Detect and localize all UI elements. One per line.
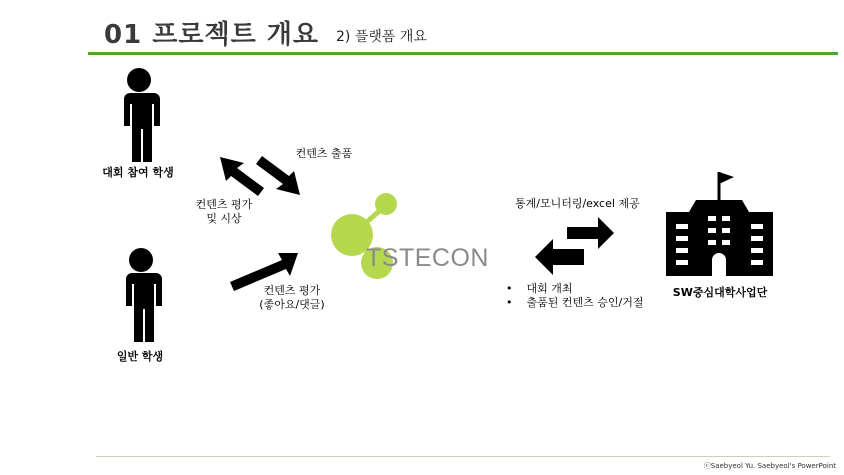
arrow-organizer-to-platform (535, 239, 584, 275)
list-item: • 대회 개최 (506, 282, 573, 295)
label-competition-student: 대회 참여 학생 (102, 166, 174, 179)
person-icon-competition-student (124, 68, 160, 162)
university-building-icon (666, 172, 773, 276)
person-icon-general-student (126, 248, 162, 342)
footer-divider (96, 456, 830, 457)
label-content-eval-line1: 컨텐츠 평가 (263, 284, 321, 297)
label-eval-award-line1: 컨텐츠 평가 (195, 198, 253, 211)
arrow-stats-to-organizer (567, 217, 614, 249)
label-eval-award (188, 198, 260, 226)
label-general-student: 일반 학생 (116, 350, 164, 363)
label-content-eval-line2: (좋아요/댓글) (259, 298, 325, 311)
label-content-eval (244, 284, 340, 312)
label-content-submit: 컨텐츠 출품 (295, 147, 353, 160)
tstecon-logo-text: TSTECON (366, 244, 489, 272)
list-item: • 출품된 컨텐츠 승인/거절 (506, 296, 644, 309)
copyright-text: ⓒSaebyeol Yu. Saebyeol's PowerPoint (703, 462, 836, 470)
label-organizer: SW중심대학사업단 (672, 286, 768, 299)
label-eval-award-line2: 및 시상 (206, 212, 242, 225)
page-title: 01 프로젝트 개요 (104, 20, 319, 50)
organizer-task-list (506, 282, 696, 310)
page-subtitle: 2) 플랫폼 개요 (336, 29, 427, 45)
label-stats-provide: 통계/모니터링/excel 제공 (515, 197, 640, 210)
